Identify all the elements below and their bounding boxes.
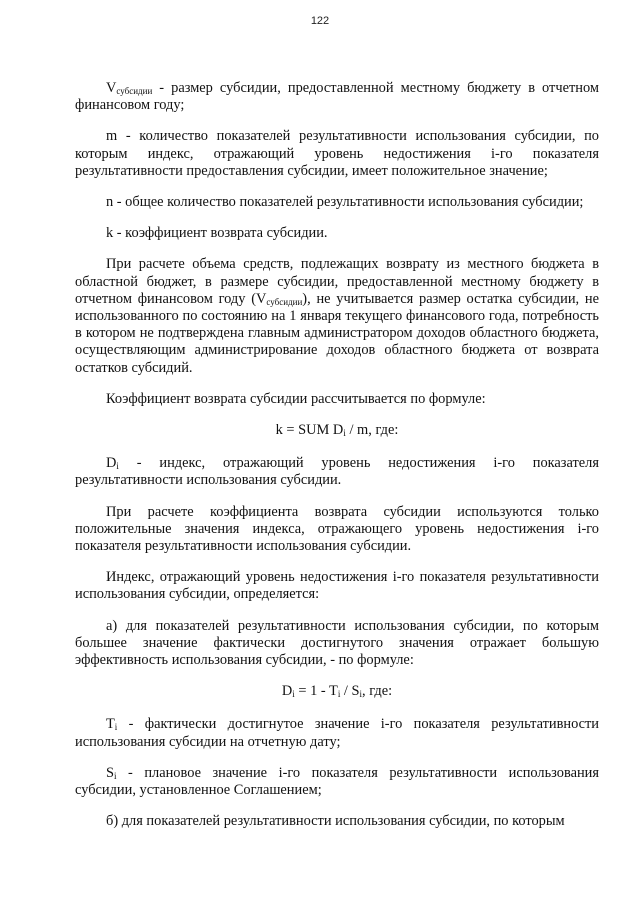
document-body — [75, 80, 599, 845]
paragraph-case-a: а) для показателей результативности использования субсидии, по которым большее значение фактически достигнутого значения отражает большую эффективность использования субсидии, - по формуле: — [75, 617, 599, 669]
paragraph-positive-values: При расчете коэффициента возврата субсидии используются только положительные значения индекса, отражающего уровень недостижения i-го показателя результативности использования субсидии. — [75, 503, 599, 555]
formula-di: $D_i = 1 - T_i / S_i$, где: — [281, 683, 393, 700]
paragraph-case-b: б) для показателей результативности использования субсидии, по которым — [106, 813, 565, 830]
paragraph-index-determined: Индекс, отражающий уровень недостижения i-го показателя результативности использования субсидии, определяется: — [75, 569, 599, 603]
paragraph-calculation-rule: При расчете объема средств, подлежащих возврату из местного бюджета в областной бюджет, в размере субсидии, предоставленной местному бюджету в отчетном финансовом году $(V_{субсидии})$, не учитывается размер остатка субсидии, не использованного по состоянию на 1 января текущего финансового года, потребность в котором не подтверждена главным администратором доходов областного бюджета, осуществляющим администрирование доходов областного бюджета от возврата остатков субсидий. — [75, 256, 599, 376]
paragraph-m-definition: m - количество показателей результативности использования субсидии, по которым индекс, отражающий уровень недостижения i-го показателя результативности предоставления субсидии, имеет положительное значение; — [75, 128, 599, 179]
paragraph-si-definition: $S_i$ - плановое значение i-го показателя результативности использования субсидии, установленное Соглашением; — [75, 764, 599, 799]
paragraph-ti-definition: $T_i$ - фактически достигнутое значение i-го показателя результативности использования субсидии на отчетную дату; — [75, 716, 599, 750]
paragraph-di-definition: $D_i$ - индекс, отражающий уровень недостижения i-го показателя результативности использования субсидии. — [75, 455, 599, 489]
paragraph-k-definition: k - коэффициент возврата субсидии. — [106, 225, 328, 242]
paragraph-n-definition: n - общее количество показателей результативности использования субсидии; — [106, 194, 584, 211]
paragraph-v-subsidy: $V_{субсидии}$ - размер субсидии, предоставленной местному бюджету в отчетном финансовом году; — [75, 80, 599, 114]
page-number: 122 — [310, 15, 330, 27]
formula-k: k = SUM $D_i$ / m, где: — [275, 422, 399, 439]
paragraph-coefficient-intro: Коэффициент возврата субсидии рассчитывается по формуле: — [106, 390, 486, 407]
